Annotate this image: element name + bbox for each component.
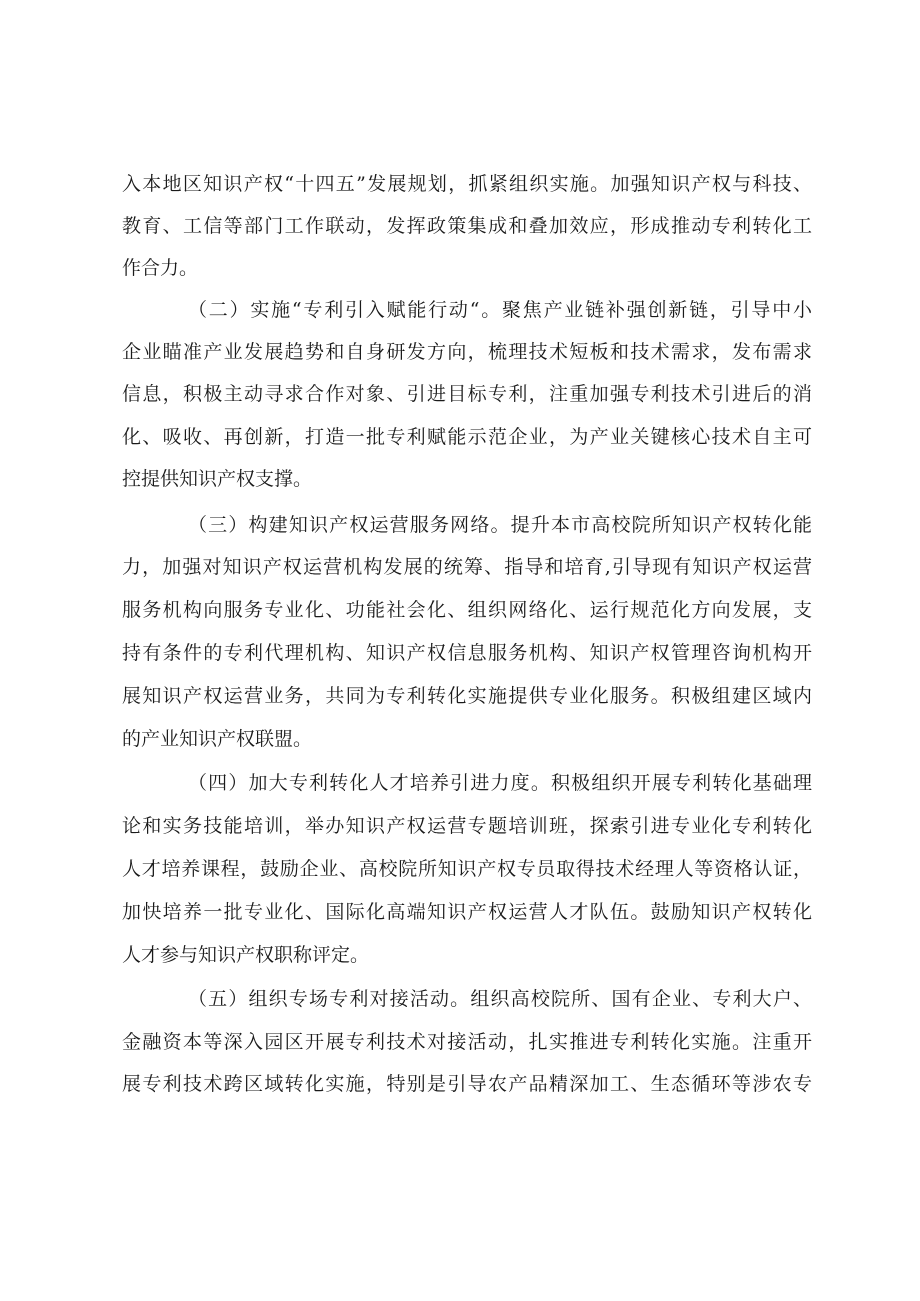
text-line: （五）组织专场专利对接活动。组织高校院所、国有企业、专利大户、 (188, 988, 812, 1010)
text-line: 持有条件的专利代理机构、知识产权信息服务机构、知识产权管理咨询机构开 (122, 642, 812, 664)
text-line: （二）实施“专利引入赋能行动“。聚焦产业链补强创新链，引导中小 (188, 299, 812, 321)
text-line: 化、吸收、再创新，打造一批专利赋能示范企业，为产业关键核心技术自主可 (122, 426, 812, 448)
text-line: 人才参与知识产权职称评定。 (122, 944, 370, 966)
text-line: 的产业知识产权联盟。 (122, 728, 313, 750)
text-line: 人才培养课程，鼓励企业、高校院所知识产权专员取得技术经理人等资格认证， (122, 858, 812, 880)
text-line: 作合力。 (122, 257, 199, 279)
text-line: 金融资本等深入园区开展专利技术对接活动，扎实推进专利转化实施。注重开 (122, 1031, 812, 1053)
text-line: 信息，积极主动寻求合作对象、引进目标专利，注重加强专利技术引进后的消 (122, 383, 812, 405)
text-line: 企业瞄准产业发展趋势和自身研发方向，梳理技术短板和技术需求，发布需求 (122, 341, 812, 363)
text-line: 展知识产权运营业务，共同为专利转化实施提供专业化服务。积极组建区域内 (122, 685, 812, 707)
text-line: 教育、工信等部门工作联动，发挥政策集成和叠加效应，形成推动专利转化工 (122, 215, 812, 237)
text-line: （三）构建知识产权运营服务网络。提升本市高校院所知识产权转化能 (188, 514, 812, 536)
text-line: 力，加强对知识产权运营机构发展的统筹、指导和培育,引导现有知识产权运营 (122, 556, 812, 578)
text-line: 论和实务技能培训，举办知识产权运营专题培训班，探索引进专业化专利转化 (122, 815, 812, 837)
text-line: 服务机构向服务专业化、功能社会化、组织网络化、运行规范化方向发展，支 (122, 599, 812, 621)
text-line: 控提供知识产权支撑。 (122, 468, 313, 490)
text-line: （四）加大专利转化人才培养引进力度。积极组织开展专利转化基础理 (188, 772, 812, 794)
text-line: 入本地区知识产权“十四五”发展规划，抓紧组织实施。加强知识产权与科技、 (122, 173, 812, 195)
text-line: 加快培养一批专业化、国际化高端知识产权运营人才队伍。鼓励知识产权转化 (122, 901, 812, 923)
text-line: 展专利技术跨区域转化实施，特别是引导农产品精深加工、生态循环等涉农专 (122, 1073, 812, 1095)
